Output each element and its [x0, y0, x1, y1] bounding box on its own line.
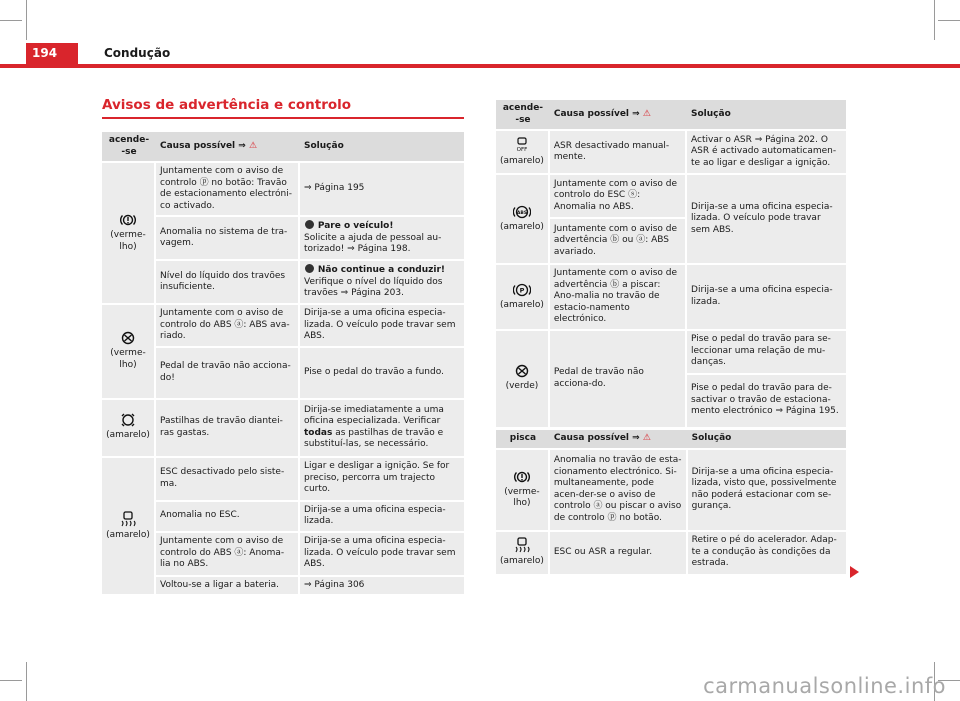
brake-pad-icon [120, 413, 136, 427]
header-cause: Causa possível ⇒ ⚠ [550, 100, 687, 131]
solution-text: ⇒ Página 306 [300, 577, 464, 597]
solution-text: Dirija-se a uma oficina especia-lizada. O veículo pode travar sem ABS. [300, 305, 464, 348]
indicator-color-label: (verde) [505, 381, 539, 392]
cause-text: ESC ou ASR a regular. [550, 532, 688, 576]
solution-text: ⇒ Página 195 [300, 163, 464, 217]
indicator-cell [496, 131, 550, 175]
brake-pedal-icon [514, 364, 530, 378]
solution-detail: Verifique o nível do líquido dos travões ⇒ Página 203. [304, 276, 443, 299]
cause-text: Anomalia no sistema de tra-vagem. [156, 217, 300, 261]
section-title-rule [102, 117, 464, 119]
header-cause: Causa possível ⇒ ⚠ [156, 132, 300, 163]
esc-off-icon [514, 137, 530, 153]
cause-text: ESC desactivado pelo siste-ma. [156, 458, 300, 502]
cause-text: Anomalia no travão de esta-cionamento electrónico. Si-multaneamente, pode acen-der-se o aviso de controlo ⓐ ou piscar o aviso de controlo ⓟ no botão. [550, 450, 688, 532]
header-solution: Solução [688, 430, 846, 450]
solution-text: Dirija-se a uma oficina especia-lizada, visto que, possivelmente não poderá estacionar com se-gurança. [688, 450, 846, 532]
indicator-cell [102, 305, 156, 400]
header-lights-up: acende- -se [102, 132, 156, 163]
table-row [102, 163, 464, 217]
table-header-row [102, 132, 464, 163]
solution-text: Pise o pedal do travão para de-sactivar o travão de estaciona-mento electrónico ⇒ Página 195. [687, 375, 846, 429]
indicator-color-label: (verme- lho) [504, 486, 540, 508]
indicator-color-label: (amarelo) [500, 221, 544, 232]
table-row [102, 502, 464, 533]
header-cause: Causa possível ⇒ ⚠ [550, 430, 688, 450]
table-row [102, 458, 464, 502]
cause-text: Juntamente com o aviso de advertência ⓑ a piscar: Ano-malia no travão de estacio-namento electrónico. [550, 265, 687, 331]
esc-icon [514, 537, 530, 553]
brake-warning-icon [514, 470, 530, 484]
solution-detail: Solicite a ajuda de pessoal au-torizado! ⇒ Página 198. [304, 232, 442, 255]
solution-text: Retire o pé do acelerador. Adap-te a condução às condições da estrada. [688, 532, 846, 576]
cause-text: Pedal de travão não acciona-do! [156, 348, 300, 400]
parking-brake-icon [513, 283, 531, 297]
watermark: carmanualsonline.info [703, 674, 946, 698]
right-warning-table [496, 100, 846, 429]
abs-icon [513, 205, 531, 219]
warning-triangle-icon: ⚠ [642, 433, 651, 443]
indicator-color-label: (verme- lho) [110, 348, 146, 370]
solution-emphasis: Não continue a conduzir! [317, 265, 446, 276]
crop-mark [0, 20, 22, 21]
solution-text: Dirija-se a uma oficina especia-lizada. [300, 502, 464, 533]
solution-text: Dirija-se a uma oficina especia-lizada. O veículo pode travar sem ABS. [300, 533, 464, 577]
solution-emphasis: Pare o veículo! [317, 221, 394, 232]
cause-text: Juntamente com o aviso de controlo do ABS ⓐ: Anoma-lia no ABS. [156, 533, 300, 577]
indicator-color-label: (amarelo) [106, 529, 150, 540]
esc-icon [120, 511, 136, 527]
cause-text: Pastilhas de travão diantei-ras gastas. [156, 400, 300, 458]
abs-brake-icon [120, 331, 136, 345]
section-title: Avisos de advertência e controlo [102, 97, 352, 113]
icon-label: OFF [516, 146, 528, 153]
indicator-color-label: (amarelo) [500, 556, 544, 567]
cause-text: Nível do líquido dos travões insuficiente. [156, 261, 300, 305]
warning-triangle-icon: ⚠ [642, 108, 651, 119]
cause-text: Juntamente com o aviso de controlo do ABS ⓐ: ABS ava-riado. [156, 305, 300, 348]
header-rule [0, 64, 960, 68]
icon-label: P [519, 286, 525, 294]
table-row [496, 532, 846, 576]
solution-text: Dirija-se a uma oficina especia-lizada. O veículo pode travar sem ABS. [687, 175, 846, 265]
table-row [496, 450, 846, 532]
solution-text: Dirija-se a uma oficina especia-lizada. [687, 265, 846, 331]
cause-text: Voltou-se a ligar a bateria. [156, 577, 300, 597]
table-row [102, 533, 464, 577]
indicator-cell [496, 450, 550, 532]
table-header-row [496, 100, 846, 131]
solution-text: Ligar e desligar a ignição. Se for preciso, percorra um trajecto curto. [300, 458, 464, 502]
header-solution: Solução [687, 100, 846, 131]
header-lights-up: acende- -se [496, 100, 550, 131]
warning-triangle-icon: ⚠ [248, 140, 258, 151]
indicator-color-label: (amarelo) [500, 299, 544, 310]
solution-text [300, 217, 464, 261]
header-solution: Solução [300, 132, 464, 163]
chapter-title: Condução [104, 46, 171, 60]
cause-text: Anomalia no ESC. [156, 502, 300, 533]
indicator-cell [102, 400, 156, 458]
cause-text: Juntamente com o aviso de controlo do ESC ⓢ: Anomalia no ABS. [550, 175, 687, 219]
table-row [102, 400, 464, 458]
stop-icon [305, 220, 314, 229]
cause-text: Pedal de travão não acciona-do. [550, 331, 687, 429]
indicator-color-label: (amarelo) [500, 155, 544, 166]
table-row [496, 331, 846, 375]
solution-text: Pise o pedal do travão para se-leccionar uma relação de mu-danças. [687, 331, 846, 375]
indicator-cell [496, 532, 550, 576]
indicator-cell [496, 331, 550, 429]
table-row [102, 305, 464, 348]
table-row [102, 348, 464, 400]
crop-mark [26, 662, 27, 701]
crop-mark [0, 680, 22, 681]
table-header-row [496, 430, 846, 450]
solution-text: Pise o pedal do travão a fundo. [300, 348, 464, 400]
indicator-cell [102, 163, 156, 305]
indicator-cell [102, 458, 156, 597]
cause-text: ASR desactivado manual-mente. [550, 131, 687, 175]
crop-mark [26, 0, 27, 40]
cause-text: Juntamente com o aviso de controlo ⓟ no botão: Travão de estacionamento electróni-co activado. [156, 163, 300, 217]
crop-mark [934, 0, 935, 40]
brake-warning-icon [120, 213, 136, 227]
table-row [496, 265, 846, 331]
indicator-cell [496, 265, 550, 331]
stop-icon [305, 264, 314, 273]
table-row [102, 261, 464, 305]
continue-arrow-icon [850, 566, 859, 578]
header-blinks: pisca [496, 430, 550, 450]
left-warning-table [102, 132, 464, 596]
indicator-color-label: (amarelo) [106, 430, 150, 441]
icon-label: ABS [516, 210, 528, 216]
cause-text: Juntamente com o aviso de advertência ⓑ ou ⓐ: ABS avariado. [550, 219, 687, 265]
solution-text: Dirija-se imediatamente a uma oficina especializada. Verificar todas as pastilhas de travão e substituí-las, se necessário. [300, 400, 464, 458]
crop-mark [938, 20, 960, 21]
solution-text: Activar o ASR ⇒ Página 202. O ASR é activado automaticamen-te ao ligar e desligar a ignição. [687, 131, 846, 175]
table-row [102, 577, 464, 597]
indicator-cell [496, 175, 550, 265]
table-row [496, 175, 846, 219]
solution-text [300, 261, 464, 305]
page-number: 194 [26, 43, 78, 64]
indicator-color-label: (verme- lho) [110, 230, 146, 252]
table-row [102, 217, 464, 261]
table-row [496, 131, 846, 175]
blink-warning-table [496, 430, 846, 576]
